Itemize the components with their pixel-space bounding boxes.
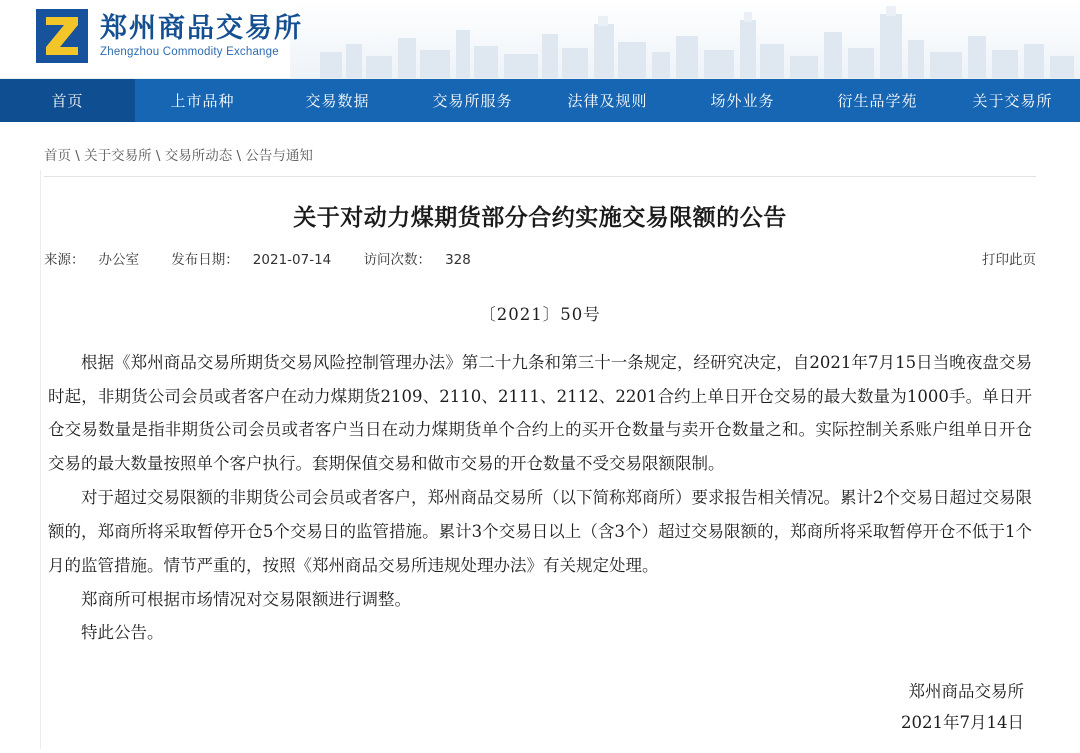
meta-date: [171, 252, 345, 268]
meta-views-label: 访问次数：: [363, 252, 432, 268]
left-rule-divider: [40, 170, 41, 749]
meta-date-value: 2021-07-14: [252, 252, 332, 268]
signature-organization: 郑州商品交易所: [908, 682, 1024, 702]
main-navigation[interactable]: [0, 79, 1080, 122]
page-title: 关于对动力煤期货部分合约实施交易限额的公告: [293, 205, 787, 231]
breadcrumb-divider: [44, 176, 1036, 177]
article-meta-left: [44, 248, 499, 268]
site-header: [0, 0, 1080, 79]
document-number: 〔2021〕50号: [479, 305, 601, 324]
nav-item-exchange-services[interactable]: 交易所服务: [432, 92, 513, 110]
article-signature-block: [48, 676, 1032, 739]
nav-item-laws-and-rules[interactable]: 法律及规则: [567, 92, 648, 110]
article-paragraph-1: 根据《郑州商品交易所期货交易风险控制管理办法》第二十九条和第三十一条规定，经研究决定，自2021年7月15日当晚夜盘交易时起，非期货公司会员或者客户在动力煤期货2109、2110、2111、2112、2201合约上单日开仓交易的最大数量为1000手。单日开仓交易数量是指非期货公司会员或者客户当日在动力煤期货单个合约上的买开仓数量与卖开仓数量之和。实际控制关系账户组单日开仓交易的最大数量按照单个客户执行。套期保值交易和做市交易的开仓数量不受交易限额限制。: [48, 352, 1032, 474]
print-page-link[interactable]: 打印此页: [982, 252, 1036, 268]
meta-source: [44, 252, 153, 268]
meta-source-value: 办公室: [98, 252, 139, 268]
nav-item-derivatives-academy[interactable]: 衍生品学苑: [837, 92, 918, 110]
nav-item-trading-data[interactable]: 交易数据: [305, 92, 370, 110]
page-body: [0, 122, 1080, 739]
nav-item-otc-business[interactable]: 场外业务: [710, 92, 775, 110]
meta-views-value: 328: [445, 252, 471, 268]
site-logo[interactable]: [36, 9, 303, 63]
article-paragraph-4: 特此公告。: [81, 623, 164, 643]
breadcrumb[interactable]: 首页 \ 关于交易所 \ 交易所动态 \ 公告与通知: [44, 148, 313, 164]
article-paragraph-2: 对于超过交易限额的非期货公司会员或者客户，郑州商品交易所（以下简称郑商所）要求报告相关情况。累计2个交易日超过交易限额的，郑商所将采取暂停开仓5个交易日的监管措施。累计3个交易日以上（含3个）超过交易限额的，郑商所将采取暂停开仓不低于1个月的监管措施。情节严重的，按照《郑州商品交易所违规处理办法》有关规定处理。: [48, 488, 1032, 575]
logo-title-en: Zhengzhou Commodity Exchange: [100, 46, 279, 59]
logo-title-cn: 郑州商品交易所: [100, 12, 303, 44]
nav-item-home[interactable]: 首页: [0, 79, 135, 122]
meta-views: [364, 252, 485, 268]
article-container: [40, 122, 1040, 739]
meta-source-label: 来源：: [44, 252, 85, 268]
article-body: [40, 298, 1040, 739]
article-meta: [40, 248, 1040, 276]
signature-date: 2021年7月14日: [901, 713, 1024, 733]
skyline-decoration-image: [290, 0, 1080, 78]
zce-logo-icon: [36, 9, 88, 63]
article-paragraph-3: 郑商所可根据市场情况对交易限额进行调整。: [81, 589, 411, 609]
nav-item-listed-products[interactable]: 上市品种: [170, 92, 235, 110]
nav-item-about-exchange[interactable]: 关于交易所: [972, 92, 1053, 110]
meta-date-label: 发布日期：: [171, 252, 239, 268]
